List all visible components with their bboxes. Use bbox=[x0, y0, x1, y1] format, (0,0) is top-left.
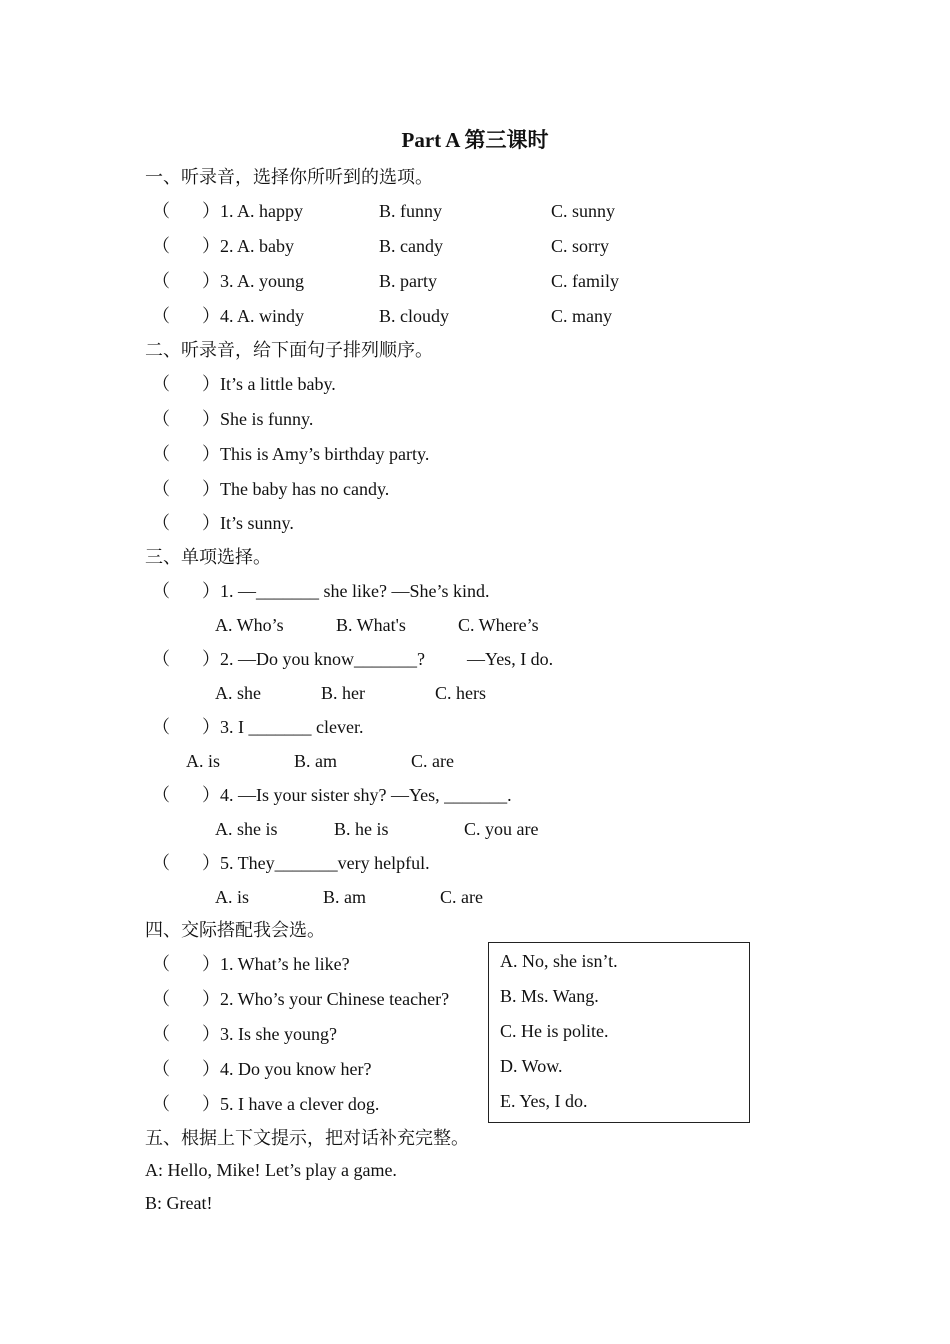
option-b: B. What's bbox=[336, 615, 406, 635]
option-b: B. he is bbox=[334, 819, 389, 839]
option-a: A. is bbox=[186, 751, 221, 771]
question: 2. —Do you know_______? bbox=[220, 649, 425, 669]
page-title: Part A 第三课时 bbox=[401, 128, 549, 152]
section-1-heading: 一、听录音，选择你所听到的选项。 bbox=[145, 167, 433, 187]
question: 4. —Is your sister shy? —Yes, _______. bbox=[220, 785, 512, 805]
option-b: B. candy bbox=[379, 236, 443, 256]
sentence: It’s sunny. bbox=[220, 513, 294, 533]
worksheet-page: Part A 第三课时 一、听录音，选择你所听到的选项。 （ ） 1. A. happy B. funny C. sunny （ ） 2. A. baby B. candy C. sorry （ ） 3. A. young B. party C. family （ ） 4. A. windy B. cloudy C. many 二、听录音，给下面句子排列顺序。 （ ） It’s a little baby. （ ） She is funny. （ ） This is Amy’s birthday party. （ ） The baby has no candy. （ ） It’s sunny. 三、单项选择。 （ ） 1. —_______ she like? —She’s kind. A. Who’s B. What's C. Where’s （ ） 2. —Do you know_______? —Yes, I do. A. she B. her C. hers （ ） 3. I _______ clever. A. is B. am C. are （ ） 4. —Is your sister shy? —Yes, _______. A. she is B. he is C. you are （ ） 5. They_______very helpful. A. is B. am C. are 四、交际搭配我会选。 （ ） 1. What’s he like? （ ） 2. Who’s your Chinese teacher? （ ） 3. Is she young? （ ） 4. Do you know her? （ ） 5. I have a clever dog. A. No, she isn’t. B. Ms. Wang. C. He is polite. D. Wow. E. Yes, I do. 五、根据上下文提示，把对话补充完整。 A: Hello, Mike! Let’s play a game. B: Great! bbox=[0, 0, 950, 1344]
option-b: B. funny bbox=[379, 201, 442, 221]
answer-option: E. Yes, I do. bbox=[500, 1091, 588, 1111]
option-c: C. are bbox=[411, 751, 454, 771]
option-a: A. she is bbox=[215, 819, 278, 839]
option-a: 2. A. baby bbox=[220, 236, 294, 256]
question: 5. They_______very helpful. bbox=[220, 853, 430, 873]
answer-option: A. No, she isn’t. bbox=[500, 951, 618, 971]
question: 3. Is she young? bbox=[220, 1024, 337, 1044]
sentence: She is funny. bbox=[220, 409, 314, 429]
option-b: B. party bbox=[379, 271, 437, 291]
question: 1. What’s he like? bbox=[220, 954, 350, 974]
question: 3. I _______ clever. bbox=[220, 717, 364, 737]
section-4-heading: 四、交际搭配我会选。 bbox=[145, 920, 325, 940]
option-c: C. are bbox=[440, 887, 483, 907]
option-a: A. is bbox=[215, 887, 250, 907]
option-a: 3. A. young bbox=[220, 271, 305, 291]
question: 4. Do you know her? bbox=[220, 1059, 372, 1079]
question: 5. I have a clever dog. bbox=[220, 1094, 380, 1114]
answer-option: B. Ms. Wang. bbox=[500, 986, 599, 1006]
question: 2. Who’s your Chinese teacher? bbox=[220, 989, 450, 1009]
option-a: 4. A. windy bbox=[220, 306, 305, 326]
section-2-heading: 二、听录音，给下面句子排列顺序。 bbox=[145, 340, 433, 360]
option-c: C. many bbox=[551, 306, 612, 326]
question: 1. —_______ she like? —She’s kind. bbox=[220, 581, 490, 601]
dialogue-line: B: Great! bbox=[145, 1193, 213, 1213]
dialogue-line: A: Hello, Mike! Let’s play a game. bbox=[145, 1160, 397, 1180]
sentence: The baby has no candy. bbox=[220, 479, 390, 499]
option-c: C. Where’s bbox=[458, 615, 539, 635]
option-c: C. sunny bbox=[551, 201, 616, 221]
sentence: It’s a little baby. bbox=[220, 374, 336, 394]
option-a: A. Who’s bbox=[215, 615, 284, 635]
option-c: C. sorry bbox=[551, 236, 609, 256]
answer-option: D. Wow. bbox=[500, 1056, 563, 1076]
section-3-heading: 三、单项选择。 bbox=[145, 547, 271, 567]
option-b: B. am bbox=[294, 751, 337, 771]
section-5-heading: 五、根据上下文提示，把对话补充完整。 bbox=[145, 1128, 469, 1148]
option-b: B. her bbox=[321, 683, 365, 703]
option-c: C. you are bbox=[464, 819, 539, 839]
option-a: A. she bbox=[215, 683, 261, 703]
answer-option: C. He is polite. bbox=[500, 1021, 609, 1041]
answer-options-box bbox=[488, 942, 750, 1123]
option-c: C. hers bbox=[435, 683, 486, 703]
option-a: 1. A. happy bbox=[220, 201, 303, 221]
question-reply: —Yes, I do. bbox=[467, 649, 554, 669]
option-b: B. am bbox=[323, 887, 366, 907]
option-c: C. family bbox=[551, 271, 619, 291]
sentence: This is Amy’s birthday party. bbox=[220, 444, 430, 464]
option-b: B. cloudy bbox=[379, 306, 449, 326]
